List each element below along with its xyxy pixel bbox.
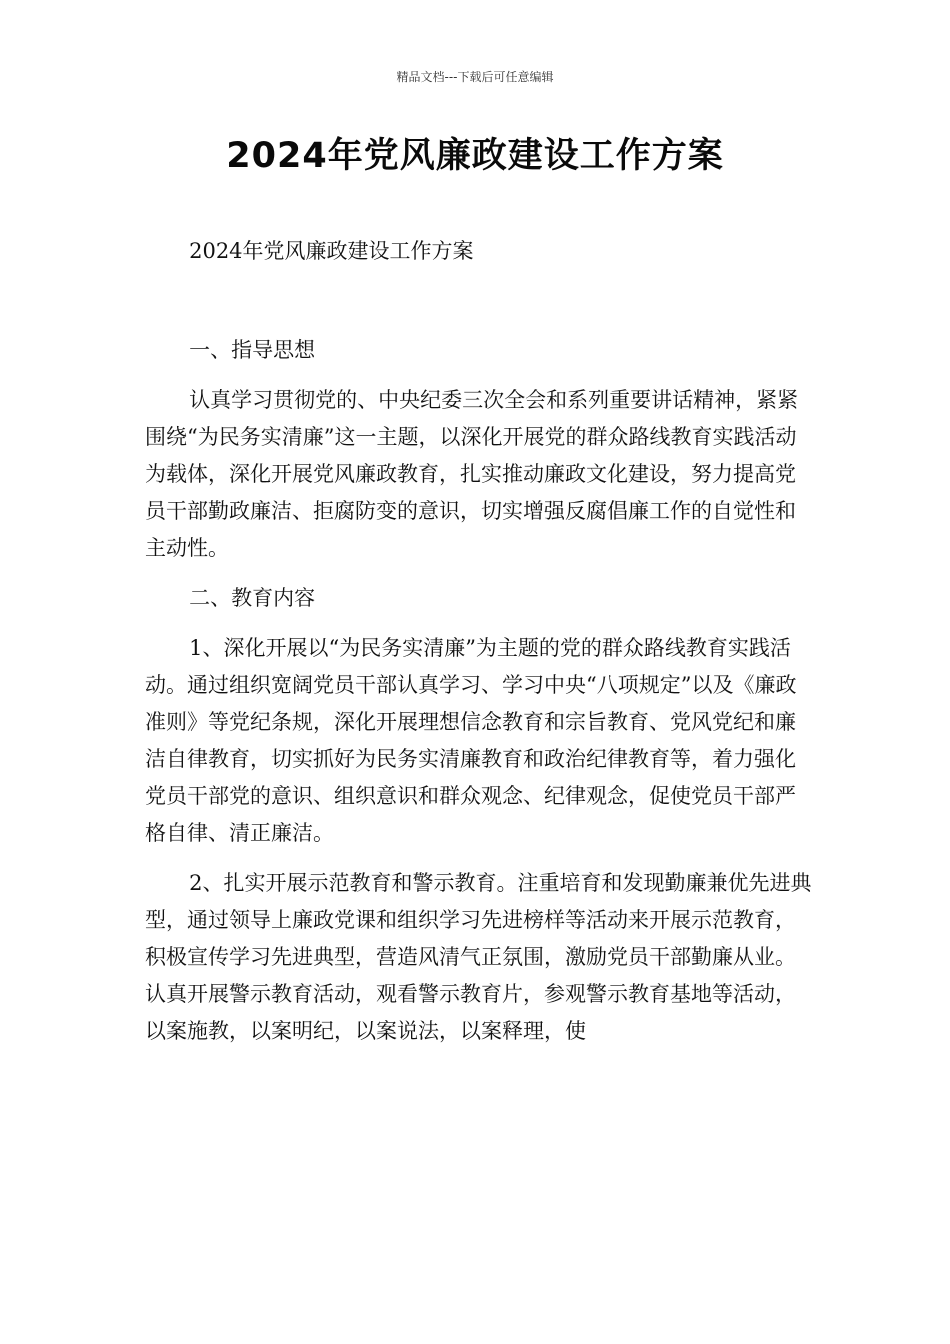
header-note: 精品文档---下载后可任意编辑 (396, 70, 554, 84)
section-heading: 一、指导思想 (189, 338, 316, 362)
section-paragraph: 2、扎实开展示范教育和警示教育。注重培育和发现勤廉兼优先进典型，通过领导上廉政党课和组织学习先进榜样等活动来开展示范教育，积极宣传学习先进典型，营造风清气正氛围，激励党员干部勤廉从业。认真开展警示教育活动，观看警示教育片，参观警示教育基地等活动，以案施教，以案明纪，以案说法，以案释理，使 (145, 871, 812, 1043)
document-title: 2024年党风廉政建设工作方案 (226, 136, 724, 176)
document-subtitle: 2024年党风廉政建设工作方案 (189, 239, 474, 263)
section-heading: 二、教育内容 (189, 586, 316, 610)
document-body (145, 233, 815, 1063)
section-paragraph: 认真学习贯彻党的、中央纪委三次全会和系列重要讲话精神，紧紧围绕“为民务实清廉”这一主题，以深化开展党的群众路线教育实践活动为载体，深化开展党风廉政教育，扎实推动廉政文化建设，努力提高党员干部勤政廉洁、拒腐防变的意识，切实增强反腐倡廉工作的自觉性和主动性。 (145, 388, 799, 560)
section-paragraph: 1、深化开展以“为民务实清廉”为主题的党的群众路线教育实践活动。通过组织宽阔党员干部认真学习、学习中央“八项规定”以及《廉政准则》等党纪条规，深化开展理想信念教育和宗旨教育、党风党纪和廉洁自律教育，切实抓好为民务实清廉教育和政治纪律教育等，着力强化党员干部党的意识、组织意识和群众观念、纪律观念，促使党员干部严格自律、清正廉洁。 (145, 636, 797, 845)
